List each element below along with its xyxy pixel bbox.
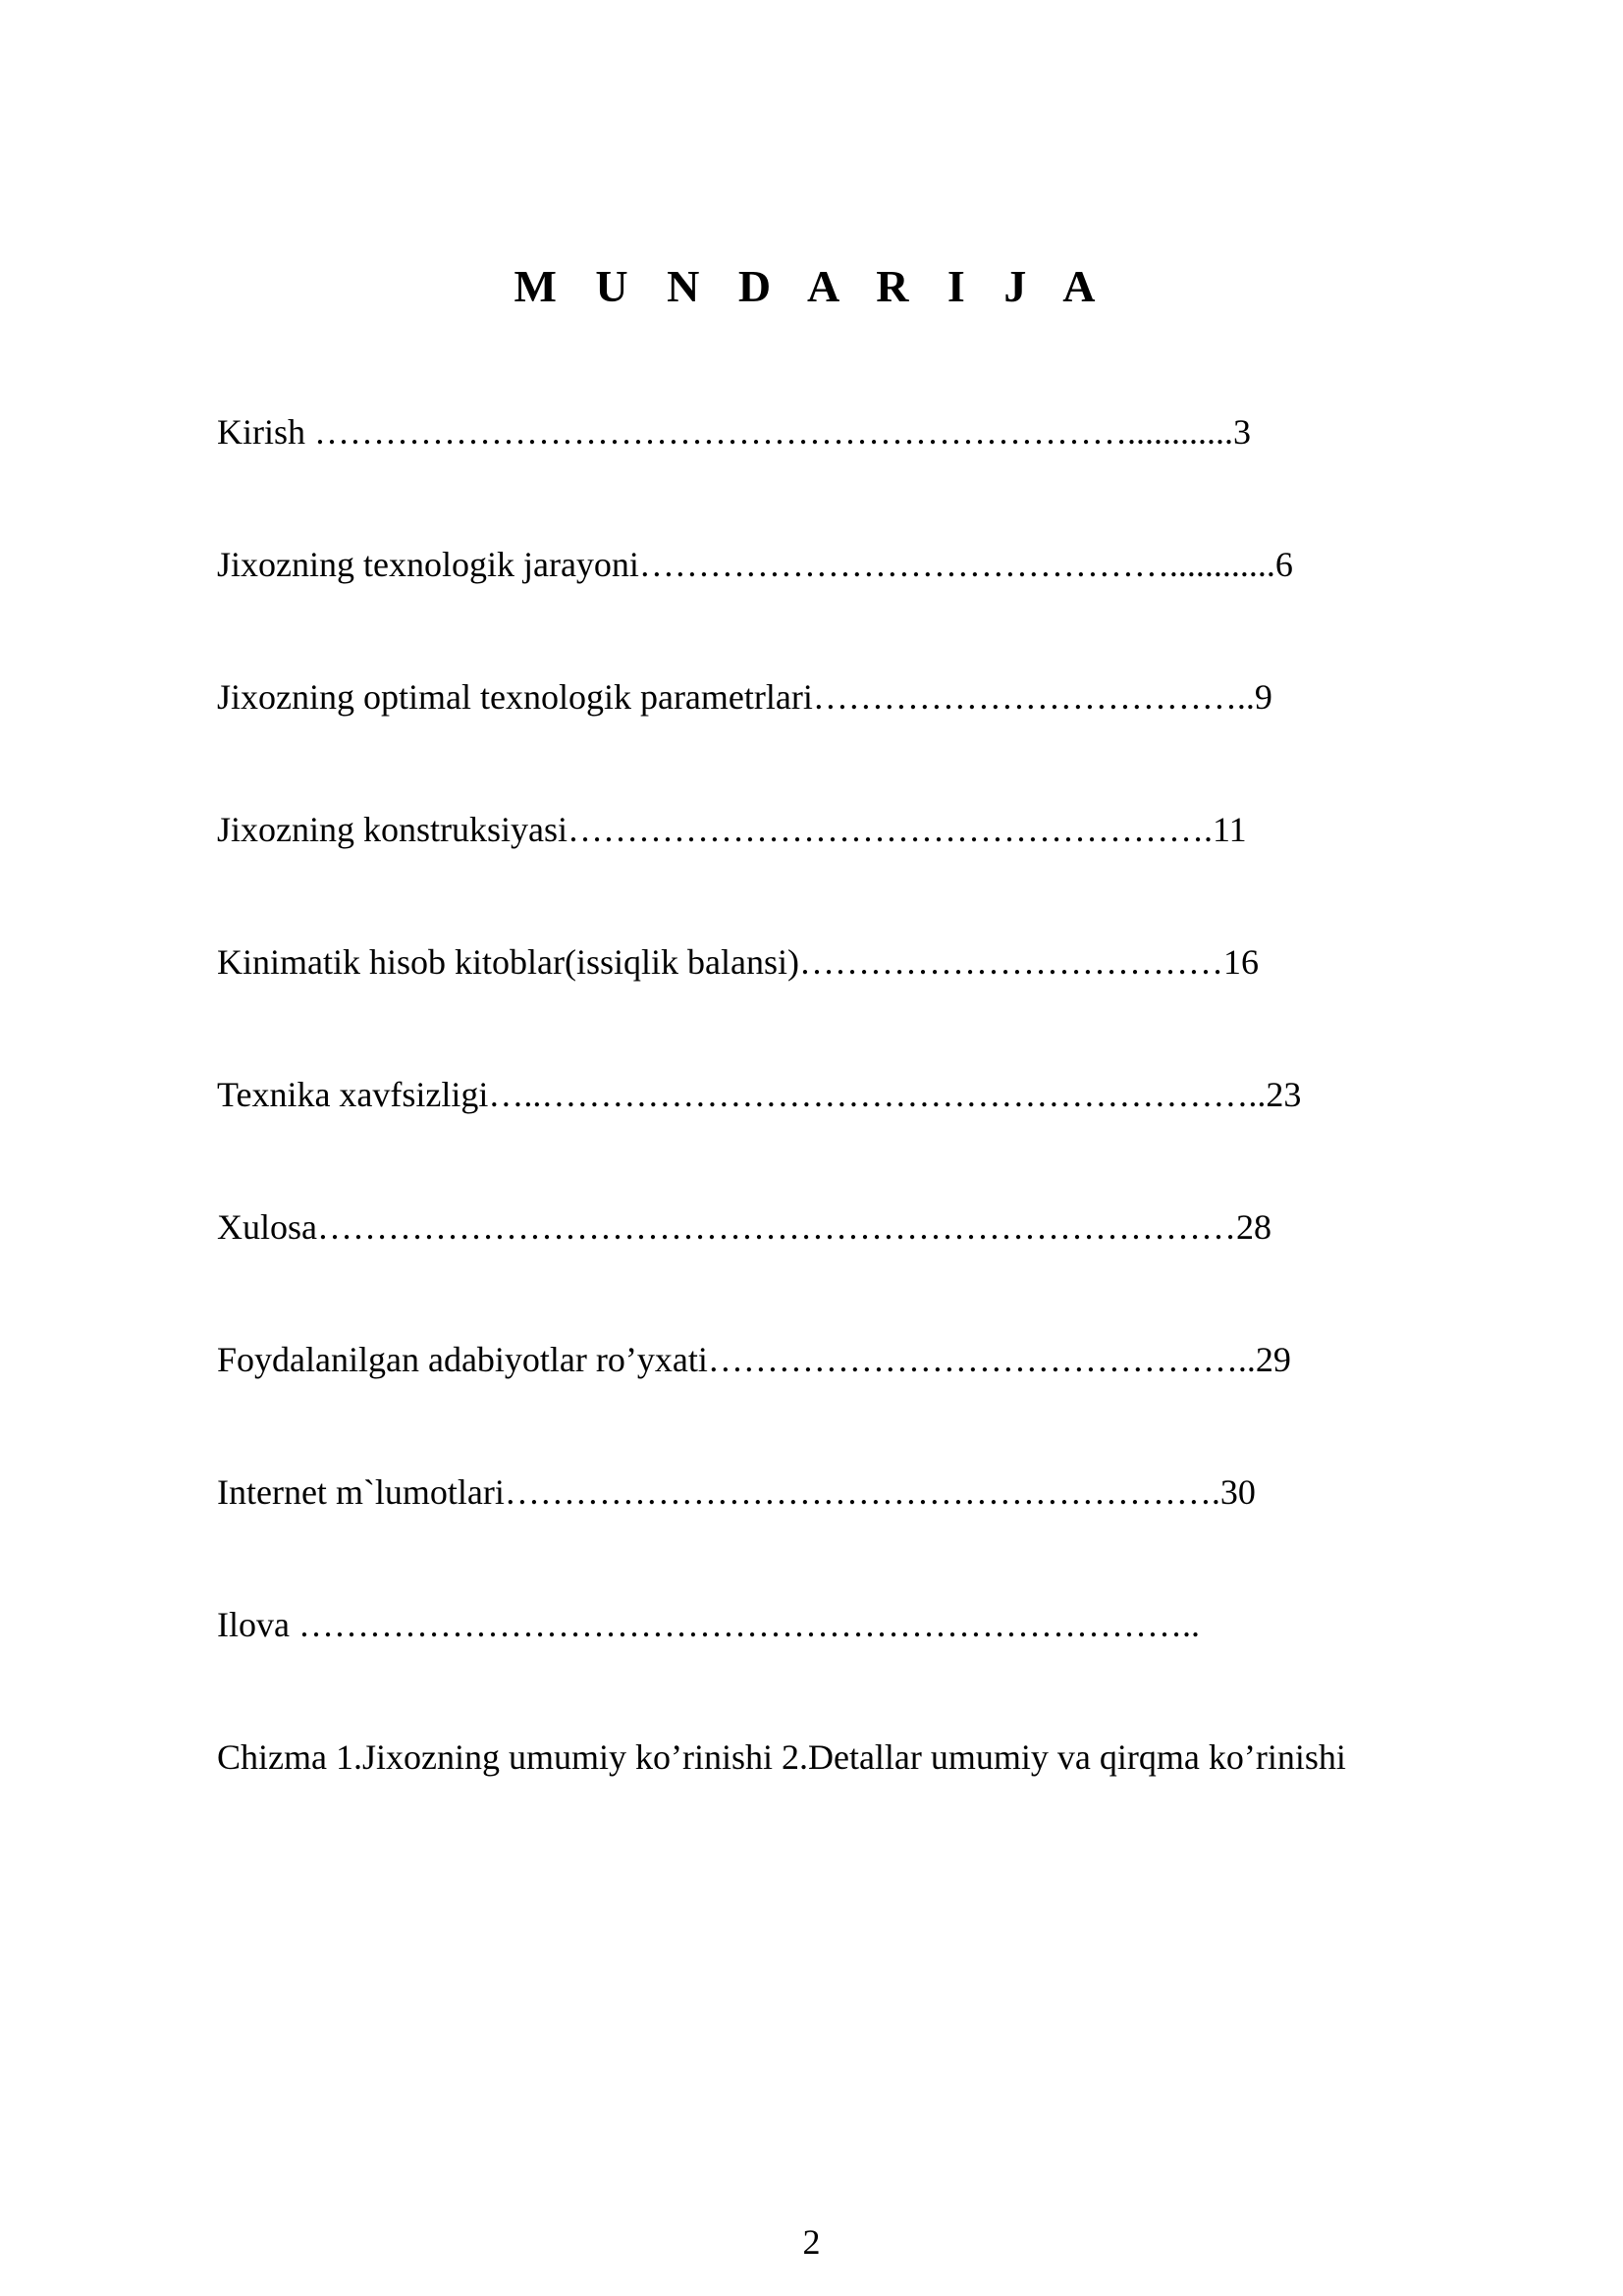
toc-entry-texnologik-jarayoni: Jixozning texnologik jarayoni………………………………………............6 [217, 545, 1293, 584]
page-number: 2 [802, 2222, 821, 2262]
toc-entry-adabiyotlar: Foydalanilgan adabiyotlar ro’yxati………………………………………..29 [217, 1340, 1291, 1379]
page-title: M U N D A R I J A [514, 261, 1109, 311]
toc-entry-internet: Internet m`lumotlari…………………………………………………….30 [217, 1472, 1256, 1512]
toc-entry-ilova: Ilova ………………………………………………………………….. [217, 1605, 1200, 1644]
toc-entry-optimal-parametrlari: Jixozning optimal texnologik parametrlari………………………………..9 [217, 677, 1272, 717]
toc-entry-kirish: Kirish ……………………………………………………………............3 [217, 412, 1251, 452]
toc-entry-chizma: Chizma 1.Jixozning umumiy ko’rinishi 2.Detallar umumiy va qirqma ko’rinishi [217, 1737, 1346, 1777]
toc-entry-xulosa: Xulosa……………………………………………………………………28 [217, 1207, 1271, 1247]
toc-entry-konstruksiyasi: Jixozning konstruksiyasi……………………………………………….11 [217, 810, 1247, 849]
toc-entry-texnika-xavfsizligi: Texnika xavfsizligi…..……………………………………………………..23 [217, 1075, 1302, 1114]
toc-entry-kinimatik-hisob: Kinimatik hisob kitoblar(issiqlik balansi)………………………………16 [217, 942, 1259, 982]
